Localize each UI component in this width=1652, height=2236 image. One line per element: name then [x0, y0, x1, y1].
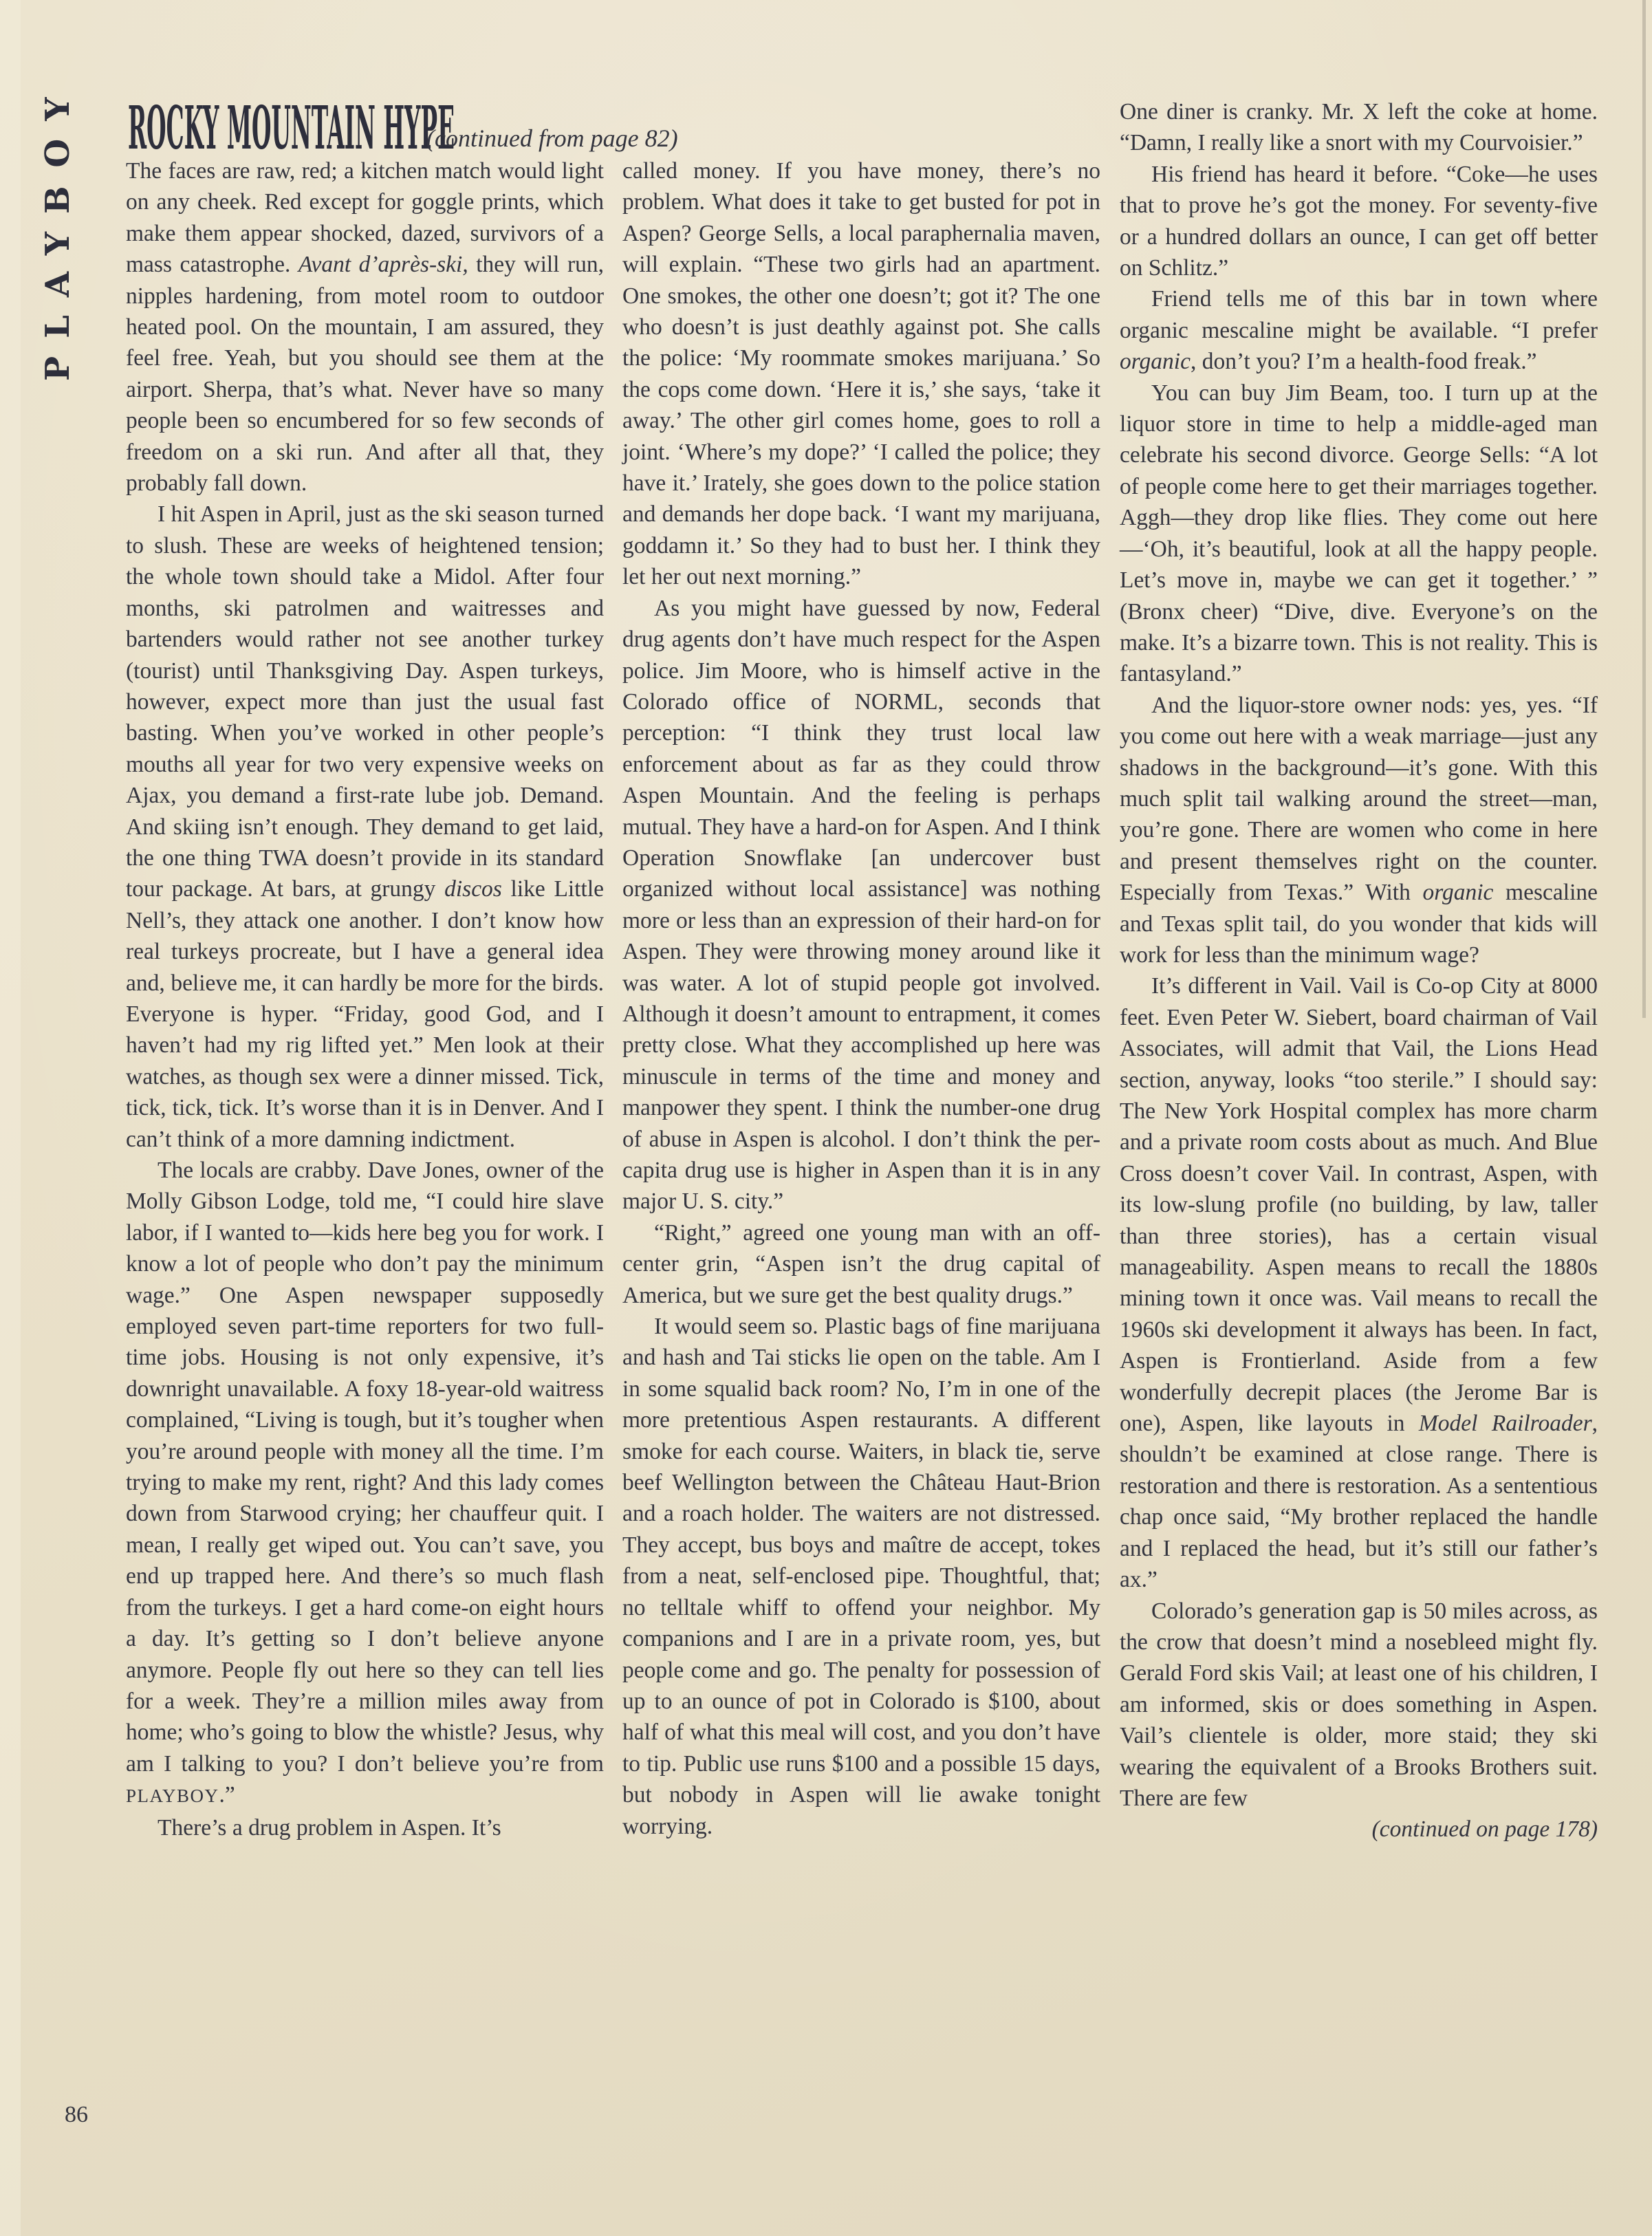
text-column-3 [1120, 96, 1598, 1845]
paragraph: “Right,” agreed one young man with an off-center grin, “Aspen isn’t the drug capital of America, but we sure get the best quality drugs.” [622, 1219, 1100, 1308]
paragraph: The locals are crabby. Dave Jones, owner of the Molly Gibson Lodge, told me, “I could hire slave labor, if I wanted to—kids here beg you for work. I know a lot of people who don’t pay the minimum wage.” One Aspen newspaper supposedly employed seven part-time reporters for two full-time jobs. Housing is not only expensive, it’s downright unavailable. A foxy 18-year-old waitress complained, “Living is tough, but it’s tougher when you’re around people with money all the time. I’m trying to make my rent, right? And this lady comes down from Starwood crying; her chauffeur quit. I mean, I really get wiped out. You can’t save, you end up trapped here. And there’s so much flash from the turkeys. I get a hard come-on eight hours a day. It’s getting so I don’t believe anyone anymore. People fly out here so they can tell lies for a week. They’re a million miles away from home; who’s going to blow the whistle? Jesus, why am I talking to you? I don’t believe you’re from PLAYBOY.” [126, 1158, 604, 1808]
text-column-2 [622, 155, 1100, 1842]
paragraph: One diner is cranky. Mr. X left the coke at home. “Damn, I really like a snort with my Courvoisier.” [1120, 99, 1598, 156]
paragraph: Friend tells me of this bar in town where organic mescaline might be available. “I prefer organic, don’t you? I’m a health-food freak.” [1120, 286, 1598, 375]
paragraph: His friend has heard it before. “Coke—he uses that to prove he’s got the money. For seventy-five or a hundred dollars an ounce, I can get off better on Schlitz.” [1120, 161, 1598, 281]
paragraph: Colorado’s generation gap is 50 miles across, as the crow that doesn’t mind a nosebleed might fly. Gerald Ford skis Vail; at least one of his children, I am informed, skis or does something in Aspen. Vail’s clientele is older, more staid; they ski wearing the equivalent of a Brooks Brothers suit. There are few [1120, 1598, 1598, 1811]
paragraph: (continued on page 178) [1371, 1816, 1598, 1843]
continued-from-note: (continued from page 82) [426, 124, 678, 152]
paragraph: There’s a drug problem in Aspen. It’s [157, 1814, 501, 1841]
article-title: ROCKY MOUNTAIN HYPE [128, 94, 455, 163]
page-right-scan-line [1642, 0, 1646, 1018]
paragraph: called money. If you have money, there’s no problem. What does it take to get busted for pot in Aspen? George Sells, a local paraphernalia maven, will explain. “These two girls had an apartment. One smokes, the other one doesn’t; got it? The one who doesn’t is just deathly against pot. She calls the police: ‘My roommate smokes marijuana.’ So the cops come down. ‘Here it is,’ she says, ‘take it away.’ The other girl comes home, goes to roll a joint. ‘Where’s my dope?’ ‘I called the police; they have it.’ Irately, she goes down to the police station and demands her dope back. ‘I want my marijuana, goddamn it.’ So they had to bust her. I think they let her out next morning.” [622, 158, 1100, 590]
paragraph: You can buy Jim Beam, too. I turn up at the liquor store in time to help a middle-aged man celebrate his second divorce. George Sells: “A lot of people come here to get their marriages together. Aggh—they drop like flies. They come out here—‘Oh, it’s beautiful, look at all the happy people. Let’s move in, maybe we can get it together.’ ” (Bronx cheer) “Dive, dive. Everyone’s on the make. It’s a bizarre town. This is not reality. This is fantasyland.” [1120, 380, 1598, 687]
paragraph: The faces are raw, red; a kitchen match would light on any cheek. Red except for goggle prints, which make them appear shocked, dazed, survivors of a mass catastrophe. Avant d’après-ski, they will run, nipples hardening, from motel room to outdoor heated pool. On the mountain, I am assured, they feel free. Yeah, but you should see them at the airport. Sherpa, that’s what. Never have so many people been so encumbered for so few seconds of freedom on a ski run. And after all that, they probably fall down. [126, 158, 605, 497]
paragraph: It would seem so. Plastic bags of fine marijuana and hash and Tai sticks lie open on the table. Am I in some squalid back room? No, I’m in one of the more pretentious Aspen restaurants. A different smoke for each course. Waiters, in black tie, serve beef Wellington between the Château Haut-Brion and a roach holder. The waiters are not distressed. They accept, bus boys and maître de accept, tokes from a neat, self-enclosed pipe. Thoughtful, that; no telltale whiff to offend your neighbor. My companions and I are in a private room, yes, but people come and go. The penalty for possession of up to an ounce of pot in Colorado is $100, about half of what this meal will cost, and you don’t have to tip. Public use runs $100 and a possible 15 days, but nobody in Aspen will lie awake tonight worrying. [622, 1314, 1100, 1839]
paragraph: As you might have guessed by now, Federal drug agents don’t have much respect for the Aspen police. Jim Moore, who is himself active in the Colorado office of NORML, seconds that perception: “I think they trust local law enforcement about as far as they could throw Aspen Mountain. And the feeling is perhaps mutual. They have a hard-on for Aspen. And I think Operation Snowflake [an undercover bust organized without local assistance] was nothing more or less than an expression of their hard-on for Aspen. They were throwing money around like it was water. A lot of stupid people got involved. Although it doesn’t amount to entrapment, it comes pretty close. What they accomplished up here was minuscule in terms of the time and money and manpower they spent. I think the number-one drug of abuse in Aspen is alcohol. I don’t think the per-capita drug use is higher in Aspen than it is in any major U. S. city.” [622, 595, 1100, 1215]
page-left-edge [0, 0, 21, 2236]
paragraph: I hit Aspen in April, just as the ski season turned to slush. These are weeks of heightened tension; the whole town should take a Midol. After four months, ski patrolmen and waitresses and bartenders would rather not see another turkey (tourist) until Thanksgiving Day. Aspen turkeys, however, expect more than just the usual fast basting. When you’ve worked in other people’s mouths all year for two very expensive weeks on Ajax, you demand a first-rate lube job. Demand. And skiing isn’t enough. They demand to get laid, the one thing TWA doesn’t provide in its standard tour package. At bars, at grungy discos like Little Nell’s, they attack one another. I don’t know how real turkeys procreate, but I have a general idea and, believe me, it can hardly be more for the birds. Everyone is hyper. “Friday, good God, and I haven’t had my rig lifted yet.” Men look at their watches, as though sex were a dinner missed. Tick, tick, tick, tick. It’s worse than it is in Denver. And I can’t think of a more damning indictment. [126, 501, 605, 1152]
paragraph: And the liquor-store owner nods: yes, yes. “If you come out here with a weak marriage—just any shadows in the background—it’s gone. With this much split tail walking around the street—man, you’re gone. There are women who come in here and present themselves right on the counter. Especially from Texas.” With organic mescaline and Texas split tail, do you wonder that kids will work for less than the minimum wage? [1120, 692, 1598, 968]
paragraph: It’s different in Vail. Vail is Co-op City at 8000 feet. Even Peter W. Siebert, board chairman of Vail Associates, will admit that Vail, the Lions Head section, anyway, looks “too sterile.” I should say: The New York Hospital complex has more charm and a private room costs about as much. And Blue Cross doesn’t cover Vail. In contrast, Aspen, with its low-slung profile (no building, by law, taller than three stories), has a certain visual manageability. Aspen means to recall the 1880s mining town it once was. Vail means to recall the 1960s ski development it always has been. In fact, Aspen is Frontierland. Aside from a few wonderfully decrepit places (the Jerome Bar is one), Aspen, like layouts in Model Railroader, shouldn’t be examined at close range. There is restoration and there is restoration. As a sententious chap once said, “My brother replaced the handle and I replaced the head, but it’s still our father’s ax.” [1120, 973, 1598, 1593]
magazine-spine-label: PLAYBOY [39, 79, 77, 381]
page-number: 86 [65, 2102, 88, 2127]
text-column-1 [126, 155, 604, 1843]
